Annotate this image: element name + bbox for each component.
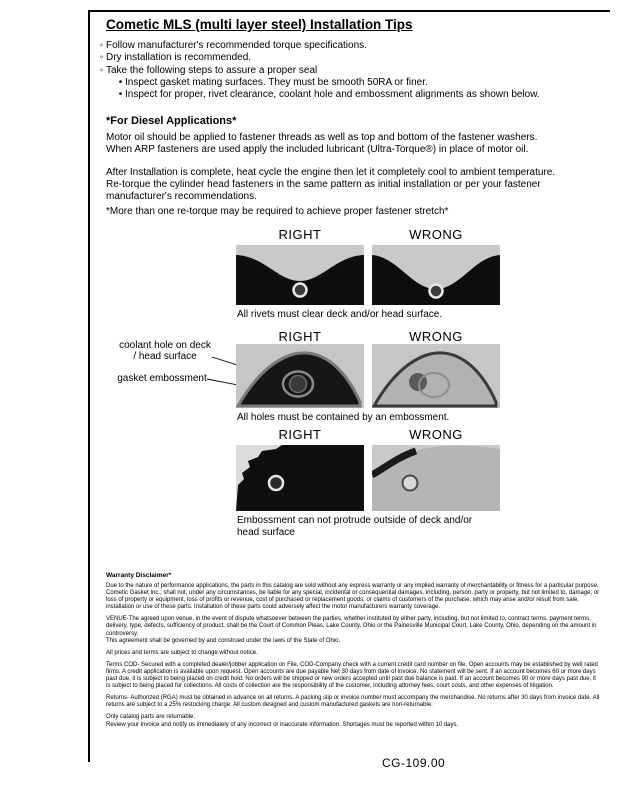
disclaimer-paragraph: Terms COD- Secured with a completed dealer/jobber application on File, COD-Company check with a current credit card number on file. Open accounts may be established by well rated firms. A credit application is available upon request. Open accounts are due payable Net 30 days from date of invoice. No statement will be sent. If an account becomes 60 or more days past due, it is subject to being placed on credit hold. No orders will be shipped or new orders accepted until past due balance is paid. If an account becomes 90 or more days past due, it is subject to being placed for collections. All costs of collection are the responsibility of the customer, including attorney fees, court costs, and other expenses of litigation. [106, 661, 598, 690]
coolant-hole-callout: coolant hole on deck / head surface [119, 340, 211, 362]
page-code: CG-109.00 [382, 756, 446, 770]
diesel-applications-heading: *For Diesel Applications* [106, 115, 237, 127]
solid-bullet-icon: • [118, 89, 123, 101]
disclaimer-paragraph: VENUE-The agreed upon venue, in the event of dispute whatsoever between the parties, whether instituted by either party, including, but not limited to, contract terms, payment terms, delivery, type, defects, sufficiency of product, shall be the Court of Common Pleas, Lake County, Ohio or the Painesville Municipal Court, Lake County, Ohio, depending on the amount in controversy. [106, 616, 597, 637]
rivet-right-illustration [236, 245, 364, 305]
tip-text: Follow manufacturer's recommended torque specifications. [106, 40, 367, 51]
row1-caption: All rivets must clear deck and/or head surface. [237, 309, 443, 320]
list-item [97, 40, 540, 52]
list-item [116, 77, 540, 89]
page-border-left [88, 10, 90, 762]
page-title: Cometic MLS (multi layer steel) Installation Tips [106, 17, 413, 32]
embossment-right-illustration [236, 344, 364, 408]
disclaimer-paragraph: All prices and terms are subject to change without notice. [106, 649, 258, 656]
protrusion-wrong-illustration [372, 445, 500, 511]
gasket-embossment-callout: gasket embossment [117, 373, 207, 384]
list-item [97, 65, 540, 77]
page-border-top [88, 10, 610, 12]
protrusion-wrong-diagram [372, 445, 500, 511]
tip-text: Take the following steps to assure a proper seal [106, 64, 318, 76]
warranty-disclaimer-section [106, 572, 600, 734]
disclaimer-paragraph: Only catalog parts are returnable. [106, 714, 196, 721]
open-bullet-icon: ◦ [99, 52, 104, 64]
disclaimer-paragraph: Returns- Authorized (RGA) must be obtained in advance on all returns. A packing slip or invoice number must accompany the merchandise. No returns after 30 days from invoice date. All returns are subject to a 25% restocking charge. All custom designed and custom manufactured gaskets are non-returnable. [106, 695, 600, 709]
rivet-wrong-illustration [372, 245, 500, 305]
solid-bullet-icon: • [118, 76, 123, 88]
hole-embossment-right-diagram [236, 344, 364, 408]
disclaimer-heading: Warranty Disclaimer* [106, 572, 172, 579]
protrusion-right-diagram [236, 445, 364, 511]
row3-right-label: RIGHT [278, 427, 322, 442]
tips-list [97, 40, 540, 101]
tip-text: Inspect for proper, rivet clearance, coolant hole and embossment alignments as shown below. [125, 89, 540, 101]
open-bullet-icon: ◦ [99, 40, 104, 51]
disclaimer-paragraph: This agreement shall be governed by and construed under the laws of the State of Ohio. [106, 637, 341, 644]
retorque-paragraph: After Installation is complete, heat cycle the engine then let it completely cool to ambient temperature. Re-torque the cylinder head fasteners in the same pattern as initial installation or per your fastener manufacturer's recommendations. [106, 167, 556, 202]
retorque-note: *More than one re-torque may be required to achieve proper fastener stretch* [106, 206, 449, 217]
protrusion-right-illustration [236, 445, 364, 511]
hole-embossment-wrong-diagram [372, 344, 500, 408]
diesel-paragraph: Motor oil should be applied to fastener threads as well as top and bottom of the fastener washers. When ARP fasteners are used apply the included lubricant (Ultra-Torque®) in place of motor oil. [106, 132, 538, 155]
row2-wrong-label: WRONG [409, 329, 463, 344]
row2-caption: All holes must be contained by an embossment. [237, 412, 450, 423]
open-bullet-icon: ◦ [99, 64, 104, 76]
rivet-clearance-wrong-diagram [372, 245, 500, 305]
list-item [97, 52, 540, 64]
list-item [116, 89, 540, 101]
rivet-clearance-right-diagram [236, 245, 364, 305]
tip-text: Dry installation is recommended. [106, 52, 252, 64]
embossment-wrong-illustration [372, 344, 500, 408]
row2-right-label: RIGHT [278, 329, 322, 344]
row1-right-label: RIGHT [278, 227, 322, 242]
row3-caption: Embossment can not protrude outside of deck and/or head surface [237, 515, 473, 538]
disclaimer-paragraph: Due to the nature of performance applications, the parts in this catalog are sold without any express warranty or any implied warranty of merchantability or fitness for a particular purpose. Cometic Gasket Inc., shall not, under any circumstances, be liable for any special, incidental or consequential damages, including, person, party or property, but not limited to, damage, or loss of property or equipment, loss of profits or revenue, cost of purchased or replacement goods, or claims of customers of the purchase, which may arise and/or result from sale, installation or use of these parts. Installation of these parts could adversely affect the motor manufacturers warranty coverage. [106, 583, 600, 611]
row3-wrong-label: WRONG [409, 427, 463, 442]
disclaimer-paragraph: Review your invoice and notify us immediately of any incorrect or inaccurate information. Shortages must be reported within 10 days. [106, 721, 459, 728]
tip-text: Inspect gasket mating surfaces. They must be smooth 50RA or finer. [125, 76, 428, 88]
row1-wrong-label: WRONG [409, 227, 463, 242]
